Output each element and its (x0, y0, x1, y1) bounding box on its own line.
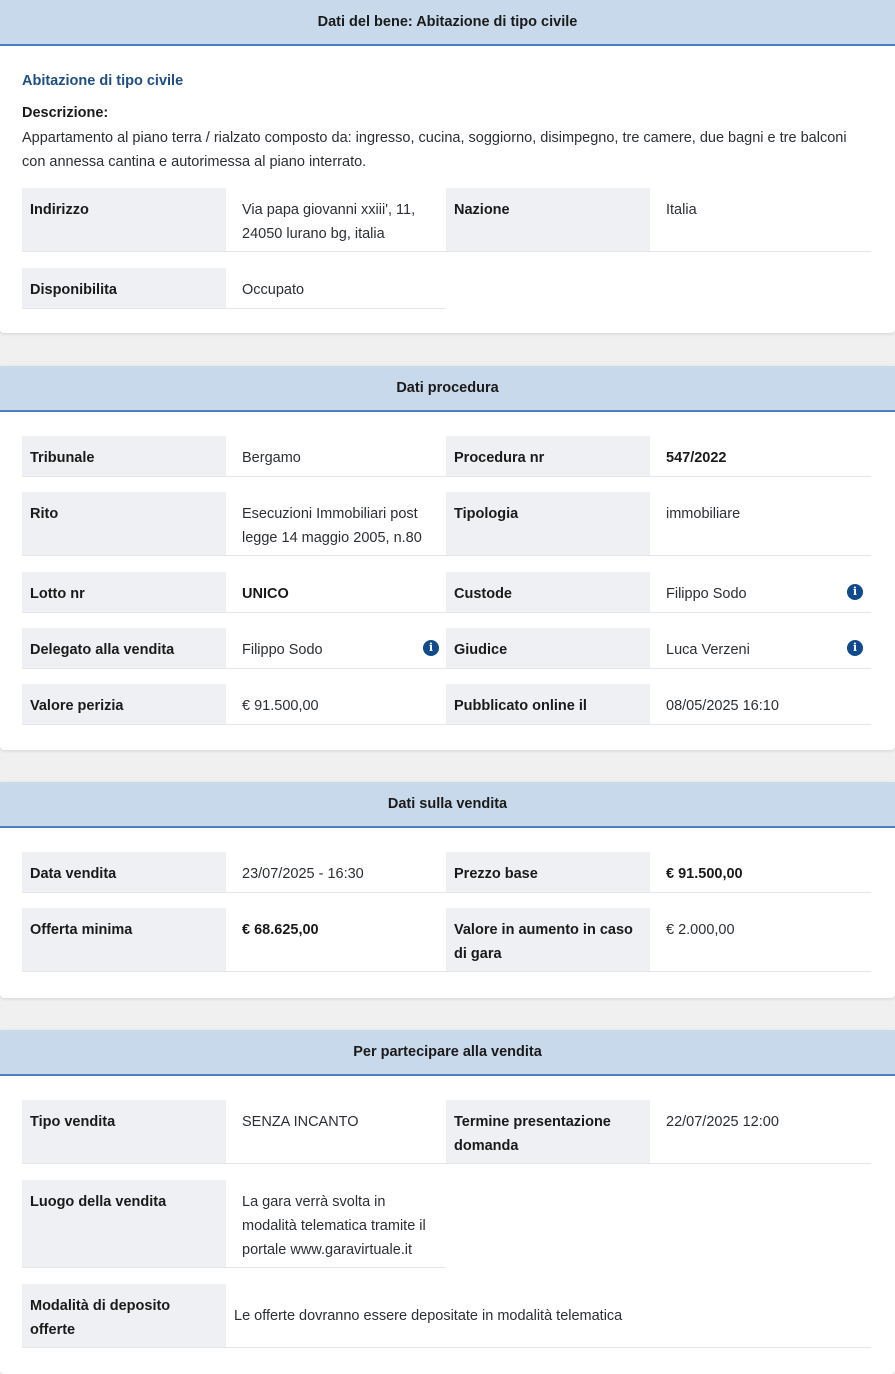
giudice-label: Giudice (446, 628, 650, 669)
pubblicato-value: 08/05/2025 16:10 (650, 684, 871, 725)
lotto-value: UNICO (226, 572, 446, 613)
offerta-minima-value: € 68.625,00 (226, 908, 446, 972)
procedura-card (0, 366, 895, 750)
offerta-minima-label: Offerta minima (22, 908, 226, 972)
bene-card (0, 0, 895, 333)
rito-label: Rito (22, 492, 226, 556)
prezzo-base-label: Prezzo base (446, 852, 650, 893)
procedura-header: Dati procedura (0, 366, 895, 412)
pubblicato-label: Pubblicato online il (446, 684, 650, 725)
giudice-info-icon[interactable]: i (847, 640, 863, 656)
tipologia-label: Tipologia (446, 492, 650, 556)
partecipare-card (0, 1030, 895, 1374)
bene-subtitle: Abitazione di tipo civile (22, 73, 184, 89)
valore-perizia-value: € 91.500,00 (226, 684, 446, 725)
description-label: Descrizione: (22, 105, 109, 121)
indirizzo-value: Via papa giovanni xxiii', 11, 24050 lurano bg, italia (226, 188, 446, 252)
aumento-label: Valore in aumento in caso di gara (446, 908, 650, 972)
termine-label: Termine presentazione domanda (446, 1100, 650, 1164)
rito-value: Esecuzioni Immobiliari post legge 14 maggio 2005, n.80 (226, 492, 446, 556)
tipologia-value: immobiliare (650, 492, 871, 556)
custode-info-icon[interactable]: i (847, 584, 863, 600)
disponibilita-label: Disponibilita (22, 268, 226, 309)
modalita-value: Le offerte dovranno essere depositate in modalità telematica (226, 1284, 871, 1348)
tribunale-value: Bergamo (226, 436, 446, 477)
lotto-label: Lotto nr (22, 572, 226, 613)
tipo-vendita-label: Tipo vendita (22, 1100, 226, 1164)
description-text: Appartamento al piano terra / rialzato composto da: ingresso, cucina, soggiorno, disimpegno, tre camere, due bagni e tre balconi con annessa cantina e autorimessa al piano interrato. (22, 130, 847, 170)
tipo-vendita-value: SENZA INCANTO (226, 1100, 446, 1164)
giudice-value: Luca Verzeni (650, 628, 871, 669)
prezzo-base-value: € 91.500,00 (650, 852, 871, 893)
delegato-value: Filippo Sodo (226, 628, 446, 669)
modalita-label: Modalità di deposito offerte (22, 1284, 226, 1348)
custode-label: Custode (446, 572, 650, 613)
data-vendita-value: 23/07/2025 - 16:30 (226, 852, 446, 893)
nazione-label: Nazione (446, 188, 650, 252)
nazione-value: Italia (650, 188, 871, 252)
procedura-nr-value: 547/2022 (650, 436, 871, 477)
procedura-nr-label: Procedura nr (446, 436, 650, 477)
indirizzo-label: Indirizzo (22, 188, 226, 252)
valore-perizia-label: Valore perizia (22, 684, 226, 725)
vendita-header: Dati sulla vendita (0, 782, 895, 828)
termine-value: 22/07/2025 12:00 (650, 1100, 871, 1164)
partecipare-header: Per partecipare alla vendita (0, 1030, 895, 1076)
bene-header: Dati del bene: Abitazione di tipo civile (0, 0, 895, 46)
data-vendita-label: Data vendita (22, 852, 226, 893)
delegato-label: Delegato alla vendita (22, 628, 226, 669)
vendita-card (0, 782, 895, 998)
tribunale-label: Tribunale (22, 436, 226, 477)
aumento-value: € 2.000,00 (650, 908, 871, 972)
delegato-info-icon[interactable]: i (423, 640, 439, 656)
custode-value: Filippo Sodo (650, 572, 871, 613)
luogo-value: La gara verrà svolta in modalità telematica tramite il portale www.garavirtuale.it (226, 1180, 446, 1268)
luogo-label: Luogo della vendita (22, 1180, 226, 1268)
disponibilita-value: Occupato (226, 268, 446, 309)
